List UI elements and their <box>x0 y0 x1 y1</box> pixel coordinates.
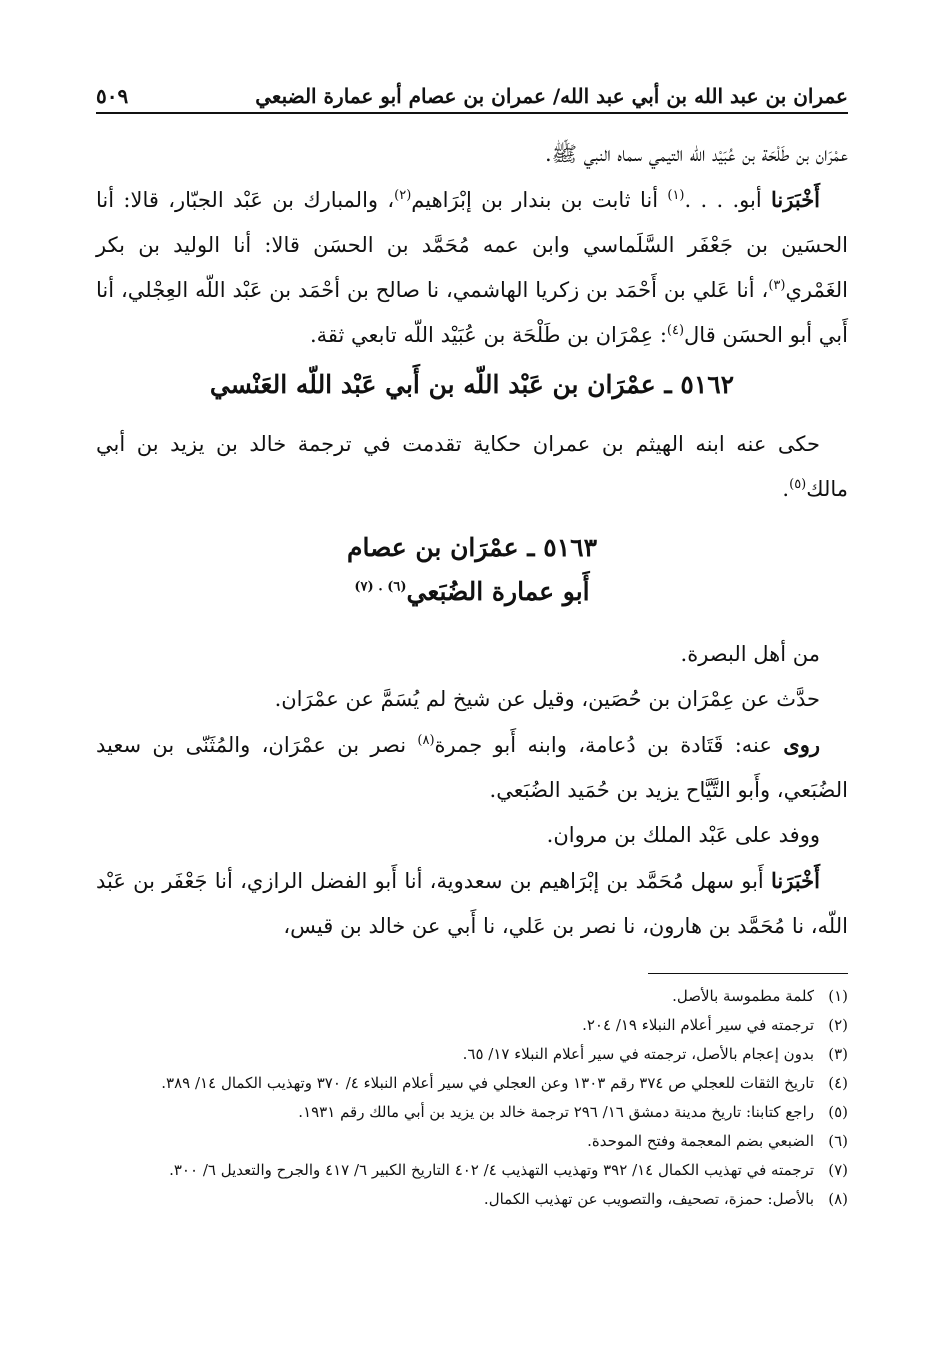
footnote-text: بدون إعجام بالأصل، ترجمته في سير أعلام النبلاء ١٧/ ٦٥. <box>462 1045 814 1063</box>
paragraph <box>96 722 848 813</box>
footnote-number: (٢) <box>828 1016 848 1034</box>
footnotes <box>96 982 848 1214</box>
footnote-number: (٥) <box>828 1103 848 1121</box>
footnote-number: (٧) <box>828 1161 848 1179</box>
footnote-text: كلمة مطموسة بالأصل. <box>672 987 814 1005</box>
footnote-ref: (٢) <box>394 188 412 203</box>
paragraph <box>96 858 848 949</box>
text-run: أَبو سهل مُحَمَّد بن إبْرَاهيم بن سعدوية، أنا أَبو الفضل الرازي، أنا جَعْفَر بن عَبْد اللّه، نا مُحَمَّد بن هارون، نا نصر بن عَلي، نا أَبي عن خالد بن قيس، <box>96 869 848 938</box>
footnote <box>96 1040 848 1069</box>
footnote <box>96 1127 848 1156</box>
entry-title: ٥١٦٢ ـ عمْرَان بن عَبْد اللّه بن أَبي عَبْد اللّه العَنْسي <box>209 370 735 399</box>
book-page <box>96 72 848 1302</box>
text-run: : عِمْرَان بن طَلْحَة بن عُبَيْد اللّه تابعي ثقة. <box>309 323 667 347</box>
text-line: عمْرَان بن طَلْحَة بن عُبَيْد اللّه التيمي سماه النبي ﷺ. <box>544 142 848 166</box>
footnote-ref: (٥) <box>789 477 807 492</box>
footnote <box>96 982 848 1011</box>
paragraph <box>96 177 848 358</box>
keyword: روى <box>783 732 820 757</box>
footnote-text: تاريخ الثقات للعجلي ص ٣٧٤ رقم ١٣٠٣ وعن العجلي في سير أعلام النبلاء ٤/ ٣٧٠ وتهذيب الكمال ١٤/ ٣٨٩. <box>161 1074 814 1092</box>
footnote-number: (٤) <box>828 1074 848 1092</box>
footnote <box>96 1185 848 1214</box>
text-run: ، أنا عَلي بن أَحْمَد بن زكريا الهاشمي، نا صالح بن أحْمَد بن عَبْد اللّه العِجْلي، أنا أَبي أبو الحسَن قال <box>96 278 848 347</box>
page-number: ٥٠٩ <box>96 84 129 108</box>
footnote <box>96 1098 848 1127</box>
keyword: أَخْبَرَنا <box>771 187 821 212</box>
footnote-divider <box>648 973 848 974</box>
footnote-ref: (٦) <box>387 579 407 595</box>
entry-title-line: ٥١٦٣ ـ عمْرَان بن عصام <box>346 533 597 562</box>
entry-title-line <box>96 570 848 614</box>
footnote-number: (٣) <box>828 1045 848 1063</box>
footnote-ref: (٤) <box>666 323 685 338</box>
footnote <box>96 1011 848 1040</box>
footnote-text: ترجمته في تهذيب الكمال ١٤/ ٣٩٢ وتهذيب التهذيب ٤/ ٤٠٢ التاريخ الكبير ٦/ ٤١٧ والجرح والتعديل ٦/ ٣٠٠. <box>169 1161 814 1179</box>
footnote-text: ترجمته في سير أعلام النبلاء ١٩/ ٢٠٤. <box>582 1016 814 1034</box>
footnote-number: (٦) <box>828 1132 848 1150</box>
footnote-ref: (٨) <box>417 733 435 748</box>
footnote <box>96 1156 848 1185</box>
footnote-ref: . (٧) <box>354 579 388 595</box>
paragraph <box>96 132 848 177</box>
paragraph: من أهل البصرة. <box>680 642 820 666</box>
footnote-number: (٨) <box>828 1190 848 1208</box>
footnote-ref: (١) <box>667 188 685 203</box>
entry-title-text: أَبو عمارة الضُبَعي <box>406 577 590 606</box>
footnote-text: الضبعي بضم المعجمة وفتح الموحدة. <box>587 1132 814 1150</box>
text-run: حكى عنه ابنه الهيثم بن عمران حكاية تقدمت في ترجمة خالد بن يزيد بن أبي مالك <box>96 432 848 501</box>
keyword: أَخْبَرَنا <box>771 868 820 893</box>
paragraph <box>96 422 848 512</box>
text-run: أنا ثابت بن بندار بن إبْرَاهيم <box>411 188 668 212</box>
text-run: أبو. . . . <box>684 188 772 212</box>
footnote <box>96 1069 848 1098</box>
footnote-ref: (٣) <box>768 278 786 293</box>
text-run: ، والمبارك بن عَبْد الجبّار، قالا: أنا الحسَين بن جَعْفَر السَّلَماسي وابن عمه مُحَمَّد بن الحسَن قالا: أنا الوليد بن بكر الغَمْري <box>96 188 848 302</box>
footnote-number: (١) <box>828 987 848 1005</box>
running-head: عمران بن عبد الله بن أبي عبد الله/ عمران بن عصام أبو عمارة الضبعي <box>255 84 848 108</box>
entry-title <box>96 526 848 614</box>
text-run: نصر بن عمْرَان، والمُثَنّى بن سعيد الضُبَعي، وأَبو التَّيَّاح يزيد بن حُمَيد الضُبَعي. <box>96 733 848 802</box>
page-header <box>96 72 848 114</box>
main-text <box>96 132 848 949</box>
paragraph: ووفد على عَبْد الملك بن مروان. <box>546 823 820 847</box>
text-run: عنه: قَتَادة بن دُعامة، وابنه أَبو جمرة <box>434 733 784 757</box>
text-run: . <box>782 477 790 501</box>
paragraph: حدَّث عن عِمْرَان بن حُصَين، وقيل عن شيخ لم يُسَمَّ عن عمْرَان. <box>274 687 820 711</box>
footnote-text: بالأصل: حمزة، تصحيف، والتصويب عن تهذيب الكمال. <box>483 1190 814 1208</box>
footnote-text: راجع كتابنا: تاريخ مدينة دمشق ١٦/ ٢٩٦ ترجمة خالد بن يزيد بن أبي مالك رقم ١٩٣١. <box>298 1103 814 1121</box>
